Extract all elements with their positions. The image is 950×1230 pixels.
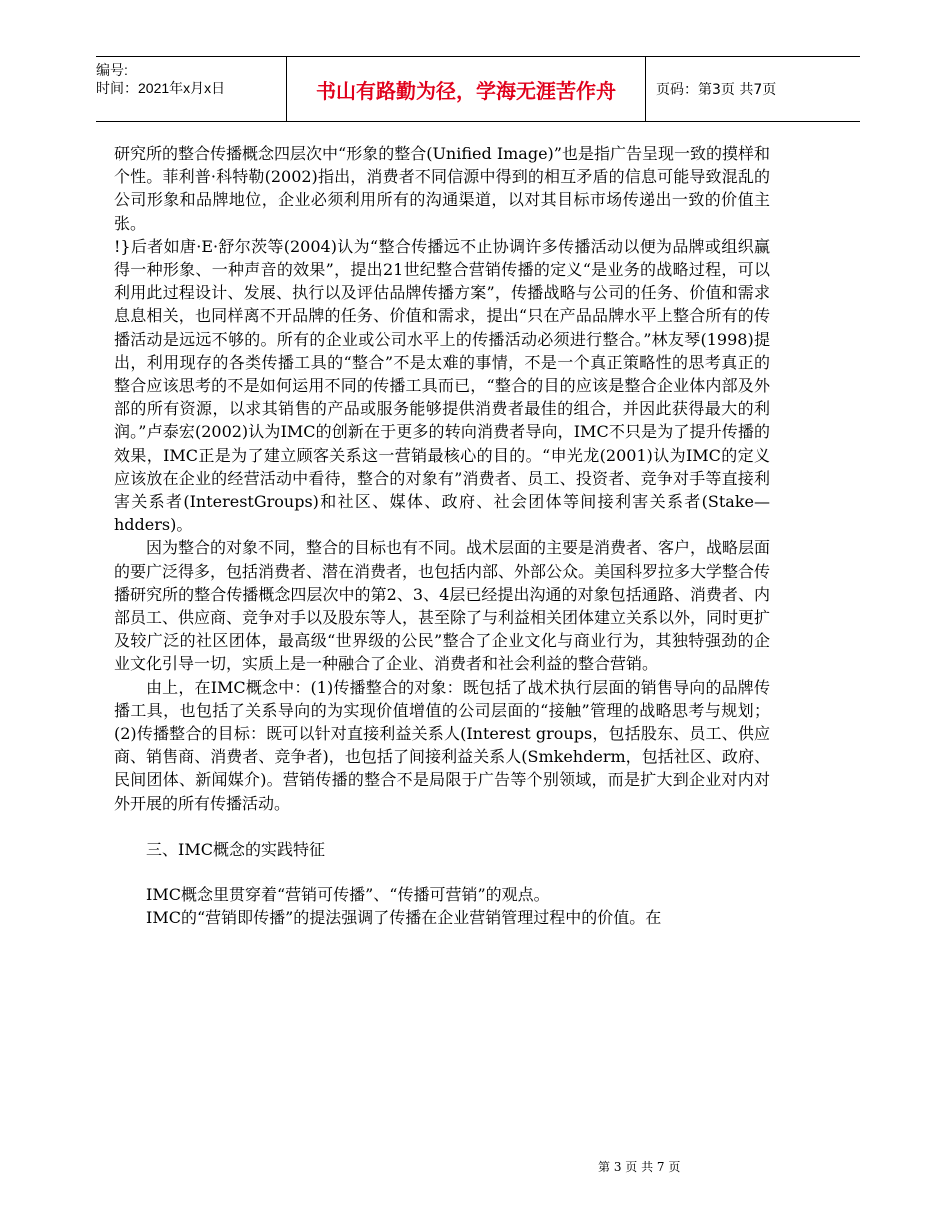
paragraph-6: IMC的“营销即传播”的提法强调了传播在企业营销管理过程中的价值。在 [146,908,662,928]
paragraph-5: IMC概念里贯穿着“营销可传播”、“传播可营销”的观点。 [146,885,550,905]
paragraph-4: 由上，在IMC概念中：(1)传播整合的对象：既包括了战术执行层面的销售导向的品牌传播工具，也包括了关系导向的为实现价值增值的公司层面的“接触”管理的战略思考与规划；(2)传播整合的目标：既可以针对直接利益关系人(Interest groups，包括股东、员工、供应商、销售商、消费者、竞争者)，也包括了间接利益关系人(Smkehderm，包括社区、政府、民间团体、新闻媒介)。营销传播的整合不是局限于广告等个别领域，而是扩大到企业对内对外开展的所有传播活动。 [114,677,770,813]
page-footer: 第 3 页 共 7 页 [598,1160,681,1174]
paragraph-1: 研究所的整合传播概念四层次中“形象的整合(Unified Image)”也是指广告呈现一致的摸样和个性。菲利普·科特勒(2002)指出，消费者不同信源中得到的相互矛盾的信息可能导致混乱的公司形象和品牌地位，企业必须利用所有的沟通渠道，以对其目标市场传递出一致的价值主张。 [114,144,770,233]
header-meta [96,57,286,121]
document-time-label: 时间：2021年x月x日 [96,80,226,96]
header-motto: 书山有路勤为径，学海无涯苦作舟 [286,57,646,121]
paragraph-2: !}后者如唐·E·舒尔茨等(2004)认为“整合传播远不止协调许多传播活动以便为品牌或组织赢得一种形象、一种声音的效果”，提出21世纪整合营销传播的定义“是业务的战略过程，可以利用此过程设计、发展、执行以及评估品牌传播方案”，传播战略与公司的任务、价值和需求息息相关，也同样离不开品牌的任务、价值和需求，提出“只在产品品牌水平上整合所有的传播活动是远远不够的。所有的企业或公司水平上的传播活动必须进行整合。”林友琴(1998)提出，利用现存的各类传播工具的“整合”不是太难的事情，不是一个真正策略性的思考真正的整合应该思考的不是如何运用不同的传播工具而已，“整合的目的应该是整合企业体内部及外部的所有资源，以求其销售的产品或服务能够提供消费者最佳的组合，并因此获得最大的利润。”卢泰宏(2002)认为IMC的创新在于更多的转向消费者导向，IMC不只是为了提升传播的效果，IMC正是为了建立顾客关系这一营销最核心的目的。“申光龙(2001)认为IMC的定义应该放在企业的经营活动中看待，整合的对象有”消费者、员工、投资者、竞争对手等直接利害关系者(InterestGroups)和社区、媒体、政府、社会团体等间接利害关系者(Stake—hdders)。 [114,236,770,535]
document-number-label: 编号: [96,62,128,78]
header-page-info: 页码：第3页 共7页 [656,82,777,98]
paragraph-3: 因为整合的对象不同，整合的目标也有不同。战术层面的主要是消费者、客户，战略层面的要广泛得多，包括消费者、潜在消费者，也包括内部、外部公众。美国科罗拉多大学整合传播研究所的整合传播概念四层次中的第2、3、4层已经提出沟通的对象包括通路、消费者、内部员工、供应商、竞争对手以及股东等人，甚至除了与利益相关团体建立关系以外，同时更扩及较广泛的社区团体，最高级“世界级的公民”整合了企业文化与商业行为，其独特强劲的企业文化引导一切，实质上是一种融合了企业、消费者和社会利益的整合营销。 [114,538,771,674]
section-heading: 三、IMC概念的实践特征 [146,839,325,859]
document-body [114,142,770,930]
page-header [96,56,860,122]
